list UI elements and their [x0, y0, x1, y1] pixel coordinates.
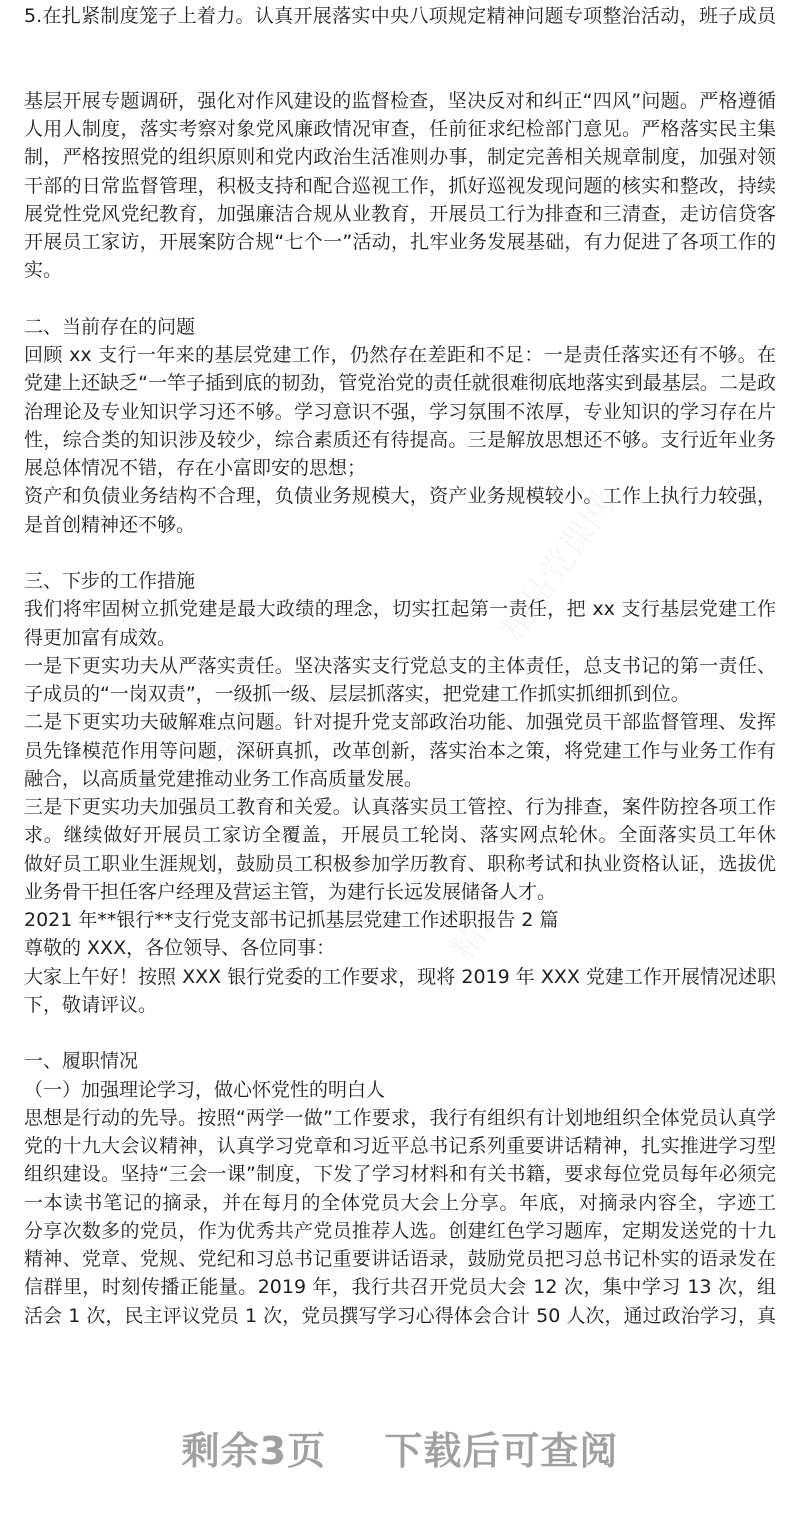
text-line: 资产和负债业务结构不合理，负债业务规模大，资产业务规模较小。工作上执行力较强， — [24, 485, 776, 508]
text-line: 得更加富有成效。 — [24, 626, 177, 649]
text-line: 展党性党风党纪教育，加强廉洁合规从业教育，开展员工行为排查和三清查，走访信贷客 — [24, 202, 776, 225]
blank-line — [24, 1019, 776, 1047]
text-line: 员先锋模范作用等问题，深研真抓，改革创新，落实治本之策，将党建工作与业务工作有 — [24, 739, 776, 762]
text-line: 回顾 xx 支行一年来的基层党建工作，仍然存在差距和不足：一是责任落实还有不够。在 — [24, 344, 776, 366]
text-line: 活会 1 次，民主评议党员 1 次，党员撰写学习心得体会合计 50 人次，通过政治学习，真 — [24, 1304, 776, 1327]
text-line: 基层开展专题调研，强化对作风建设的监督检查，坚决反对和纠正“四风”问题。严格遵循 — [24, 89, 776, 112]
text-line: 人用人制度，落实考察对象党风廉政情况审查，任前征求纪检部门意见。严格落实民主集 — [24, 118, 776, 140]
text-line: 党的十九大会议精神，认真学习党章和习近平总书记系列重要讲话精神，扎实推进学习型 — [24, 1135, 776, 1157]
download-to-view-label[interactable]: 下载后可查阅 — [384, 1429, 619, 1473]
text-line: 业务骨干担任客户经理及营运主管，为建行长远发展储备人才。 — [24, 880, 557, 903]
blank-line — [24, 59, 776, 87]
text-line: 下，敬请评议。 — [24, 993, 158, 1016]
text-line: 我们将牢固树立抓党建是最大政绩的理念，切实扛起第一责任，把 xx 支行基层党建工作 — [24, 598, 776, 621]
blank-line — [24, 539, 776, 567]
text-line: 2021 年**银行**支行党支部书记抓基层党建工作述职报告 2 篇 — [24, 909, 559, 931]
text-line: 求。继续做好开展员工家访全覆盖，开展员工轮岗、落实网点轮休。全面落实员工年休 — [24, 824, 776, 847]
text-line: 实。 — [24, 259, 63, 282]
text-line: 5.在扎紧制度笼子上着力。认真开展落实中央八项规定精神问题专项整治活动，班子成员 — [24, 5, 776, 27]
blank-line — [24, 30, 776, 58]
text-line: 制，严格按照党的组织原则和党内政治生活准则办事，制定完善相关规章制度，加强对领 — [24, 146, 776, 169]
text-line: 三、下步的工作措施 — [24, 570, 196, 592]
text-line: 三是下更实功夫加强员工教育和关爱。认真落实员工管控、行为排查，案件防控各项工作 — [24, 796, 776, 818]
text-line: 分享次数多的党员，作为优秀共产党员推荐人选。创建红色学习题库，定期发送党的十九 — [24, 1219, 776, 1242]
text-line: 大家上午好！按照 XXX 银行党委的工作要求，现将 2019 年 XXX 党建工作开展情况述职 — [24, 965, 776, 988]
blank-line — [24, 285, 776, 313]
text-line: （一）加强理论学习，做心怀党性的明白人 — [24, 1078, 386, 1101]
text-line: 信群里，时刻传播正能量。2019 年，我行共召开党员大会 12 次，集中学习 13 次，组 — [24, 1276, 776, 1299]
text-line: 子成员的“一岗双责”，一级抓一级、层层抓落实，把党建工作抓实抓细抓到位。 — [24, 683, 690, 705]
text-line: 党建上还缺乏“一竿子插到底的韧劲，管党治党的责任就很难彻底地落实到最基层。二是政 — [24, 372, 776, 395]
text-line: 二是下更实功夫破解难点问题。针对提升党支部政治功能、加强党员干部监督管理、发挥 — [24, 711, 776, 734]
text-line: 尊敬的 XXX，各位领导、各位同事： — [24, 937, 336, 960]
text-line: 一、履职情况 — [24, 1050, 139, 1073]
text-line: 二、当前存在的问题 — [24, 315, 196, 338]
text-line: 展总体情况不错，存在小富即安的思想； — [24, 457, 367, 479]
text-line: 做好员工职业生涯规划，鼓励员工积极参加学历教育、职称考试和执业资格认证，选拔优 — [24, 852, 776, 875]
document-body — [24, 2, 776, 1330]
text-line: 干部的日常监督管理，积极支持和配合巡视工作，抓好巡视发现问题的核实和整改，持续 — [24, 174, 776, 197]
text-line: 一是下更实功夫从严落实责任。坚决落实支行党总支的主体责任，总支书记的第一责任、 — [24, 654, 776, 677]
text-line: 思想是行动的先导。按照“两学一做”工作要求，我行有组织有计划地组织全体党员认真学 — [24, 1106, 776, 1129]
remaining-pages-label[interactable]: 剩余3页 — [181, 1429, 327, 1473]
text-line: 一本读书笔记的摘录，并在每月的全体党员大会上分享。年底，对摘录内容全，字迹工 — [24, 1191, 776, 1214]
text-line: 性，综合类的知识涉及较少，综合素质还有待提高。三是解放思想还不够。支行近年业务 — [24, 428, 776, 451]
text-line: 开展员工家访，开展案防合规“七个一”活动，扎牢业务发展基础，有力促进了各项工作的 — [24, 231, 776, 253]
text-line: 治理论及专业知识学习还不够。学习意识不强，学习氛围不浓厚，专业知识的学习存在片 — [24, 400, 776, 423]
text-line: 是首创精神还不够。 — [24, 513, 196, 536]
download-prompt[interactable] — [0, 1420, 800, 1475]
text-line: 融合，以高质量党建推动业务工作高质量发展。 — [24, 767, 424, 790]
text-line: 精神、党章、党规、党纪和习总书记重要讲话语录，鼓励党员把习总书记朴实的语录发在 — [24, 1248, 776, 1270]
text-line: 组织建设。坚持“三会一课”制度，下发了学习材料和有关书籍，要求每位党员每年必须完 — [24, 1163, 776, 1186]
